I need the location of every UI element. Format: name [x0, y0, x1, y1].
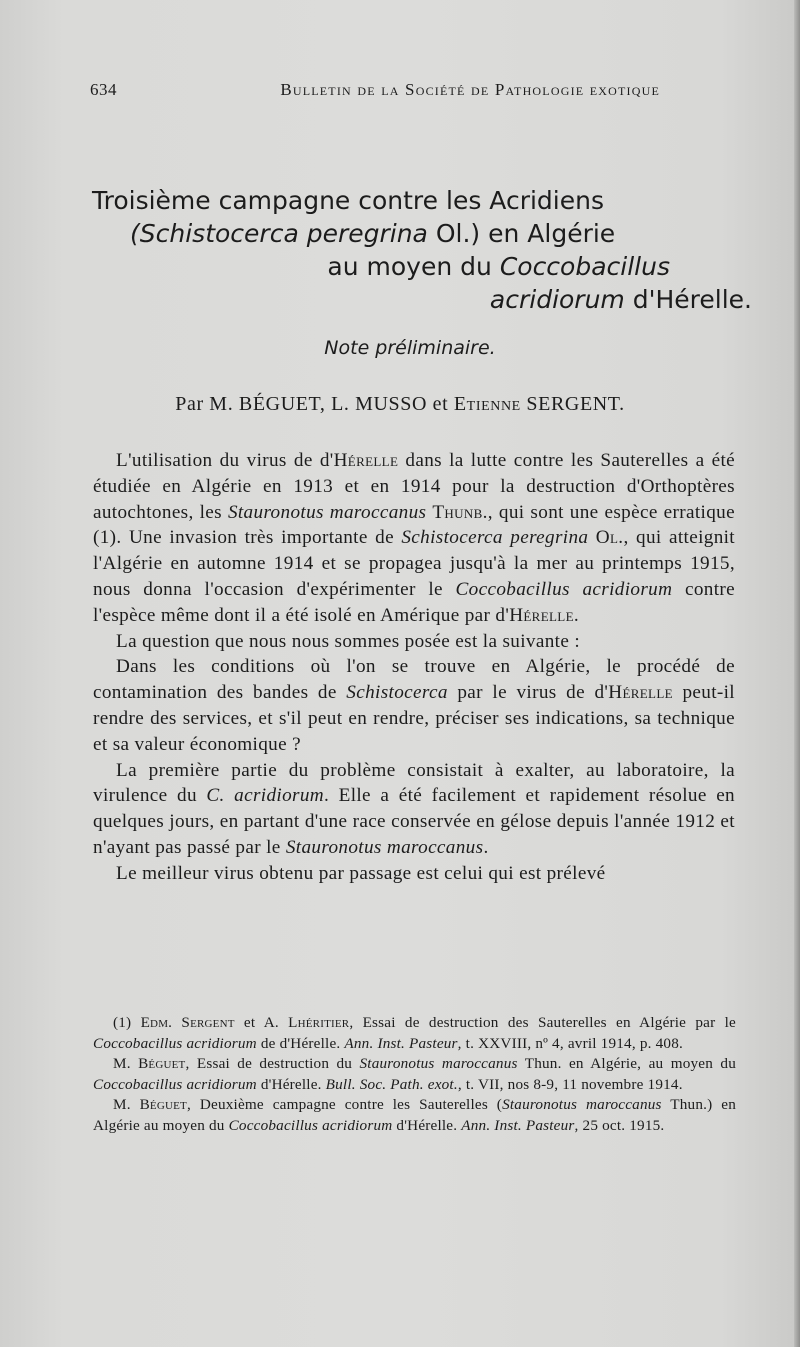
fn3-text-g: d'Hérelle. [392, 1116, 462, 1134]
p3-species-schistocerca: Schistocerca [346, 682, 448, 704]
p1-text-o: . [573, 604, 580, 626]
p4-species-stauronotus: Stauronotus maroccanus [285, 836, 484, 858]
fn2-species-stauronotus: Stauronotus maroccanus [359, 1055, 518, 1072]
p1-author-herelle: Hérelle [333, 450, 399, 471]
fn1-text-c: et A. [234, 1014, 289, 1031]
p1-text-a: L'utilisation du virus de d' [116, 450, 334, 471]
title-epithet: acridiorum [489, 285, 625, 314]
page-number: 634 [90, 80, 117, 99]
fn1-journal: Ann. Inst. Pasteur [344, 1034, 458, 1052]
title-line-4 [92, 283, 752, 316]
fn3-species-coccobacillus: Coccobacillus acridiorum [228, 1116, 393, 1134]
p1-space-2 [588, 527, 595, 548]
fn3-text-e: Thun.) en Algérie au moyen du [93, 1096, 736, 1134]
journal-title: Bulletin de la Société de Pathologie exotique [280, 80, 660, 99]
author-last-name: SERGENT. [520, 393, 625, 415]
p3-text-a: Dans les conditions où l'on se trouve en Algérie, le procédé de contamination des bandes de [93, 656, 735, 704]
title-line-3 [92, 250, 752, 283]
p3-text-e: peut-il rendre des services, et s'il peut en rendre, préciser ses indications, sa technique et sa valeur économique ? [93, 682, 735, 755]
p1-text-c: dans la lutte contre les Sauterelles a été étudiée en Algérie en 1913 et en 1914 pour la destruction d'Orthoptères autochtones, les [93, 450, 735, 523]
p1-text-m: contre l'espèce même dont il a été isolé en Amérique par d' [93, 578, 735, 626]
p1-author-herelle-2: Hérelle [509, 604, 574, 626]
p3-author-herelle: Hérelle [608, 682, 673, 704]
fn2-species-coccobacillus: Coccobacillus acridiorum [93, 1075, 257, 1093]
fn3-journal: Ann. Inst. Pasteur [461, 1116, 575, 1134]
p1-author-thunb: Thunb. [432, 501, 488, 523]
p4-text-c: . Elle a été facilement et rapidement résolue en quelques jours, en partant d'une race conservée en gélose depuis l'année 1912 et n'ayant pas passé par le [93, 785, 736, 858]
fn1-author-sergent: Edm. Sergent [140, 1014, 235, 1031]
running-header [90, 80, 660, 100]
p1-author-ol: Ol. [595, 527, 624, 549]
note-label: Note préliminaire. [324, 337, 496, 359]
fn2-author-beguet: Béguet [138, 1055, 186, 1072]
authors-prefix: Par M. BÉGUET, L. MUSSO et [175, 393, 454, 415]
fn1-citation: , t. XXVIII, nº 4, avril 1914, p. 408. [457, 1034, 683, 1052]
title-line-2-rest: Ol.) en Algérie [427, 219, 616, 248]
paragraph-5: Le meilleur virus obtenu par passage est celui qui est prélevé [116, 862, 606, 884]
fn2-text-g: d'Hérelle. [256, 1075, 326, 1093]
author-first-name: Etienne [453, 393, 521, 415]
fn1-text-g: de d'Hérelle. [256, 1034, 345, 1052]
footnote-2 [93, 1054, 736, 1095]
p1-species-coccobacillus: Coccobacillus acridiorum [455, 578, 673, 600]
p4-species-c-acridiorum: C. acridiorum [206, 785, 324, 807]
fn2-journal: Bull. Soc. Path. exot. [325, 1075, 458, 1093]
fn2-citation: , t. VII, nos 8-9, 11 novembre 1914. [457, 1075, 683, 1093]
fn3-text-a: M. [113, 1096, 140, 1113]
page-edge-shadow [794, 0, 800, 1347]
fn1-marker: (1) [113, 1014, 141, 1031]
p4-text-a: La première partie du problème consistait à exalter, au laboratoire, la virulence du [93, 759, 735, 807]
footnote-3 [93, 1095, 736, 1136]
p3-text-c: par le virus de d' [447, 682, 609, 704]
paragraph-1 [93, 448, 735, 629]
authors-line [0, 393, 800, 416]
fn3-species-stauronotus: Stauronotus maroccanus [502, 1096, 662, 1113]
footnotes [93, 1013, 736, 1136]
fn1-species: Coccobacillus acridiorum [93, 1034, 257, 1052]
p1-text-g: , qui sont une espèce erratique (1). Une invasion très importante de [93, 501, 735, 549]
paragraph-3 [93, 654, 735, 757]
footnote-1 [93, 1013, 736, 1054]
title-species: Schistocerca peregrina [139, 219, 428, 248]
fn2-text-e: Thun. en Algérie, au moyen du [517, 1055, 736, 1072]
fn3-author-beguet: Béguet [139, 1096, 187, 1113]
paragraph-4 [93, 758, 735, 861]
fn3-text-c: , Deuxième campagne contre les Sauterelles ( [186, 1096, 503, 1113]
fn2-text-a: M. [113, 1055, 139, 1072]
fn1-text-e: , Essai de destruction des Sauterelles en Algérie par le [349, 1014, 736, 1031]
title-line-4-rest: d'Hérelle. [624, 285, 752, 314]
title-genus: Coccobacillus [499, 252, 670, 281]
p1-species-stauronotus: Stauronotus maroccanus [227, 501, 427, 523]
article-body [93, 448, 735, 887]
p4-text-e: . [483, 836, 489, 858]
fn2-text-c: , Essai de destruction du [185, 1055, 360, 1072]
p1-text-k: , qui atteignit l'Algérie en automne 1914 et se propagea jusqu'à la mer au printemps 1915, nous donna l'occasion d'expérimenter le [93, 527, 735, 600]
title-line-2 [92, 217, 752, 250]
title-paren: ( [130, 219, 140, 248]
paragraph-2: La question que nous nous sommes posée est la suivante : [116, 630, 581, 652]
title-line-3-prefix: au moyen du [327, 252, 500, 281]
fn1-author-lheritier: Lhéritier [288, 1014, 350, 1031]
fn3-citation: , 25 oct. 1915. [574, 1116, 665, 1134]
p1-species-schistocerca: Schistocerca peregrina [401, 527, 589, 549]
title-line-1: Troisième campagne contre les Acridiens [92, 186, 604, 215]
article-title [92, 184, 752, 316]
